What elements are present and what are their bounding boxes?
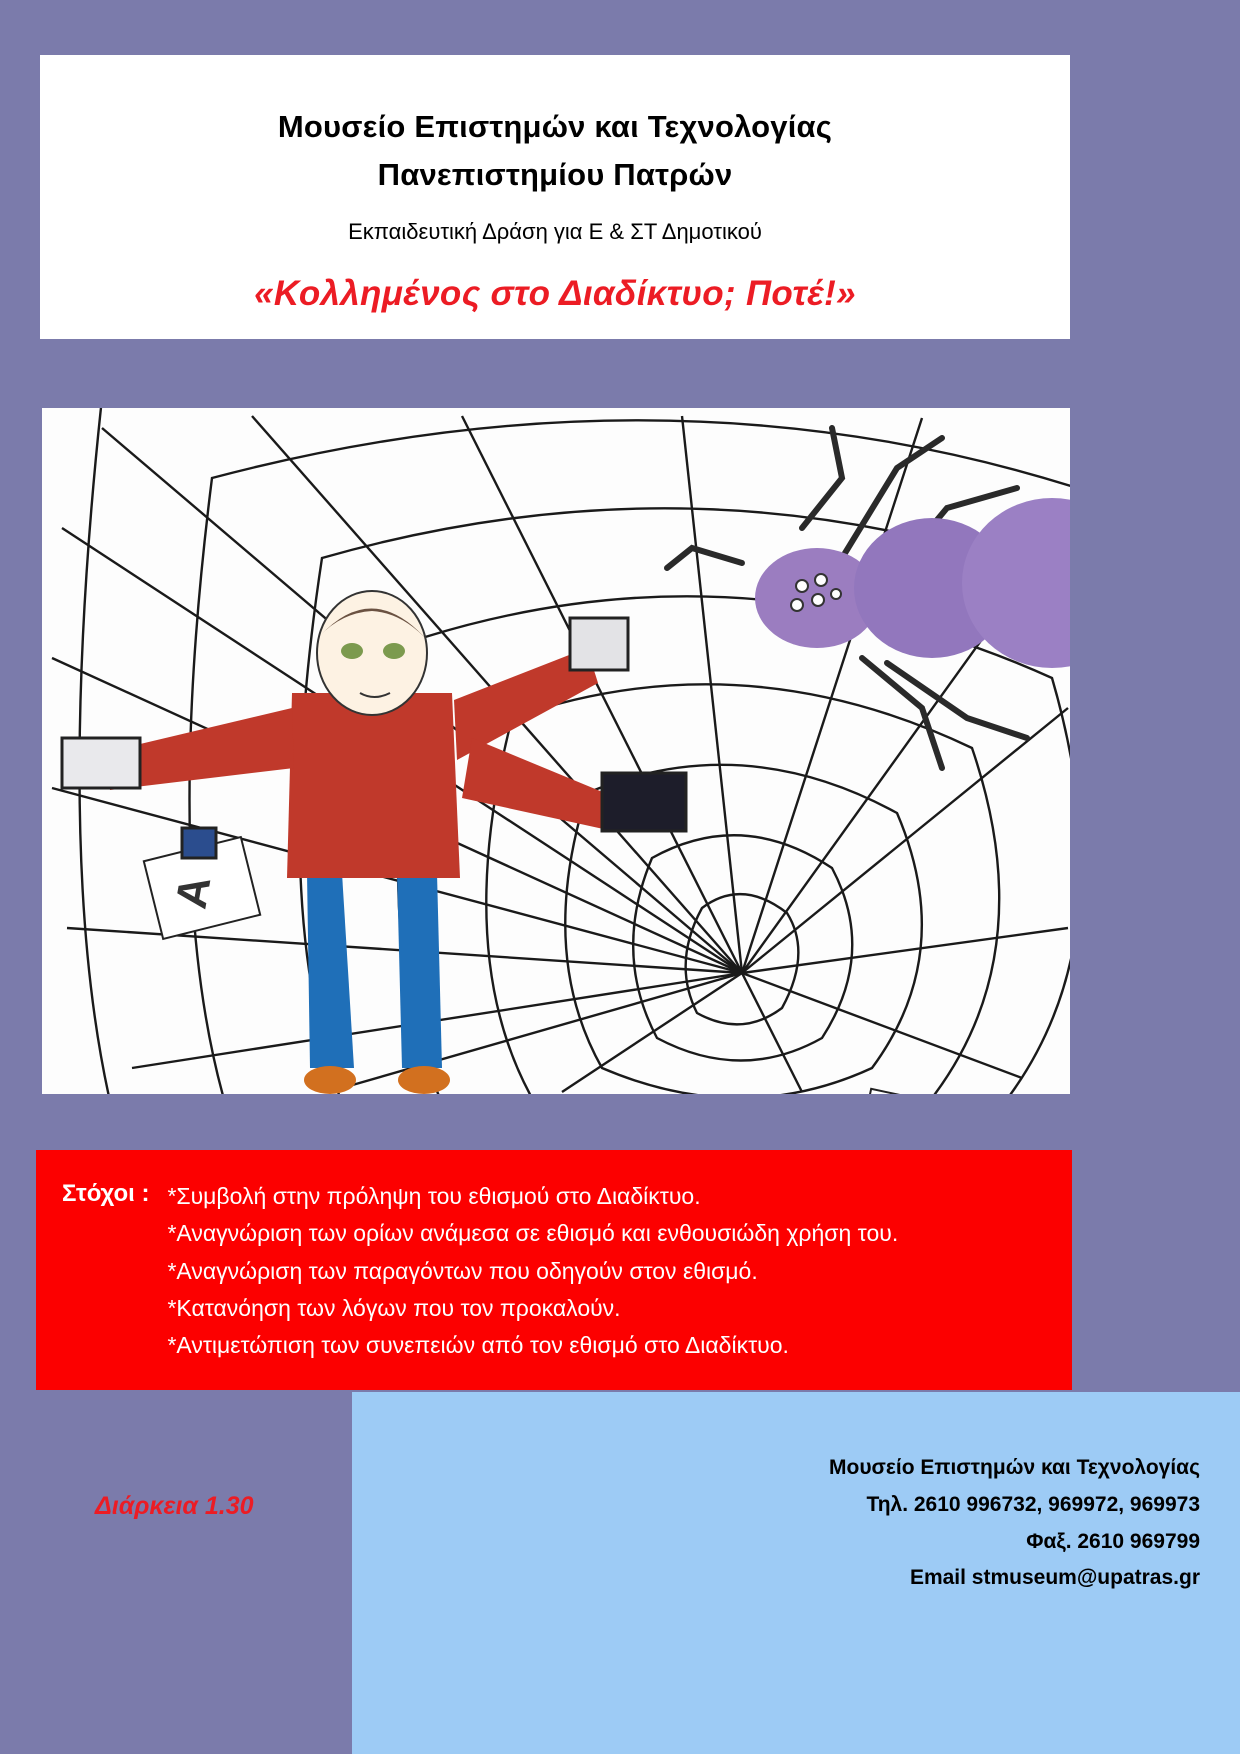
page-title: «Κολλημένος στο Διαδίκτυο; Ποτέ!» <box>254 273 856 313</box>
footer-phone: Τηλ. 2610 996732, 969972, 969973 <box>866 1492 1200 1516</box>
footer-contact-panel <box>352 1392 1240 1754</box>
footer-email: Email stmuseum@upatras.gr <box>909 1566 1200 1590</box>
program-subtitle: Εκπαιδευτική Δράση για Ε & ΣΤ Δημοτικού <box>348 219 762 245</box>
header-panel <box>40 55 1070 339</box>
duration-label: Διάρκεια 1.30 <box>95 1492 254 1520</box>
list-item: *Αναγνώριση των ορίων ανάμεσα σε εθισμό και ενθουσιώδη χρήση του. <box>167 1220 899 1247</box>
list-item: *Αναγνώριση των παραγόντων που οδηγούν στον εθισμό. <box>167 1257 758 1284</box>
list-item: *Αντιμετώπιση των συνεπειών από τον εθισμό στο Διαδίκτυο. <box>167 1332 789 1358</box>
objectives-label: Στόχοι : <box>62 1180 150 1207</box>
objectives-list <box>167 1178 898 1390</box>
museum-title-line1: Μουσείο Επιστημών και Τεχνολογίας <box>277 109 833 144</box>
svg-text:A: A <box>166 872 221 913</box>
footer-fax: Φαξ. 2610 969799 <box>1026 1529 1200 1553</box>
objectives-block <box>36 1150 1072 1390</box>
list-item: *Συμβολή στην πρόληψη του εθισμού στο Διαδίκτυο. <box>167 1183 701 1209</box>
artwork-image <box>42 408 1070 1094</box>
list-item: *Κατανόηση των λόγων που τον προκαλούν. <box>167 1294 621 1321</box>
spider-web-drawing <box>42 408 1070 1094</box>
footer-museum-name: Μουσείο Επιστημών και Τεχνολογίας <box>829 1456 1200 1479</box>
museum-title-line2: Πανεπιστημίου Πατρών <box>377 157 733 193</box>
